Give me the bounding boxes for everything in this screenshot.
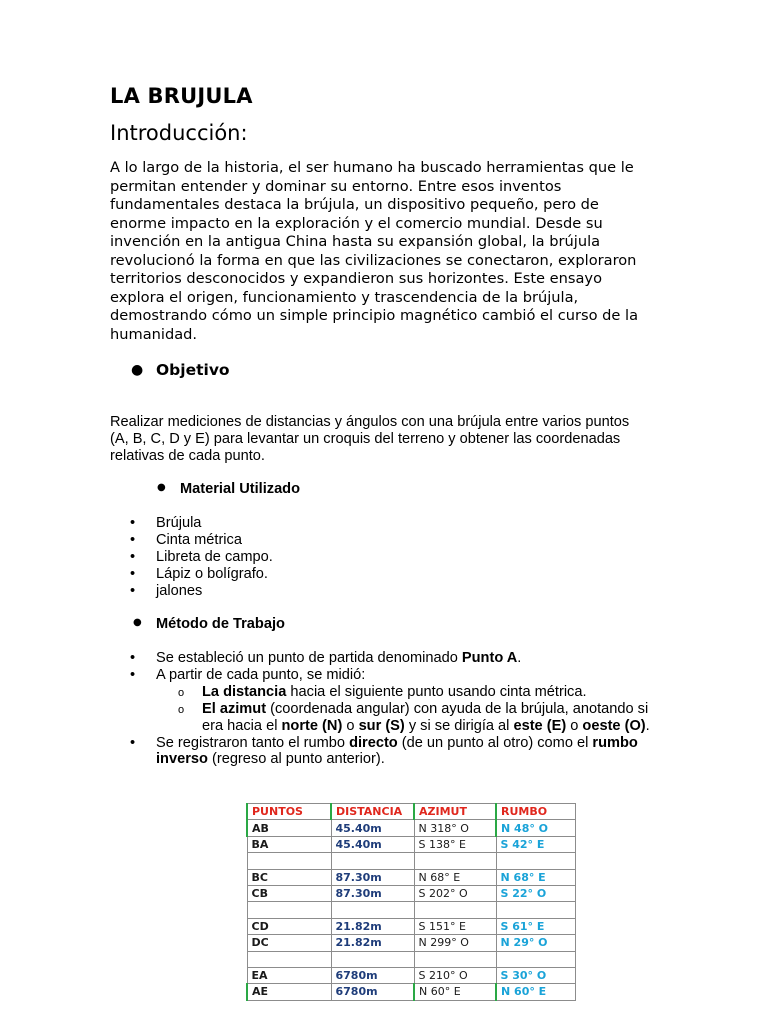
document-title: LA BRUJULA: [110, 84, 253, 108]
table-cell: [331, 853, 414, 869]
table-cell: N 299° O: [414, 935, 496, 951]
list-item: o El azimut (coordenada angular) con ayuda de la brújula, anotando si era hacia el norte (N) o sur (S) y si se dirigía al este (E) o oeste (O).: [178, 700, 650, 734]
list-item: • jalones: [130, 582, 203, 599]
table-cell: BA: [247, 836, 331, 852]
objective-heading: Objetivo: [156, 361, 230, 379]
method-heading: Método de Trabajo: [156, 616, 285, 632]
measurements-table: [246, 803, 576, 1001]
bullet-icon: ●: [157, 482, 166, 493]
table-cell: S 61° E: [496, 918, 576, 934]
objective-paragraph: Realizar mediciones de distancias y ángulos con una brújula entre varios puntos (A, B, C, D y E) para levantar un croquis del terreno y obtener las coordenadas relativas de cada punto.: [110, 414, 630, 464]
table-row: [247, 853, 576, 869]
table-cell: S 22° O: [496, 885, 576, 901]
list-item: • Lápiz o bolígrafo.: [130, 565, 268, 582]
table-row: [247, 902, 576, 918]
table-cell: S 30° O: [496, 967, 576, 983]
table-cell: S 42° E: [496, 836, 576, 852]
table-cell: CB: [247, 885, 331, 901]
table-header-cell: DISTANCIA: [331, 804, 414, 820]
table-cell: 45.40m: [331, 836, 414, 852]
table-cell: [496, 853, 576, 869]
table-row: [247, 885, 576, 901]
table-cell: [496, 902, 576, 918]
table-cell: [331, 902, 414, 918]
list-item: • Se estableció un punto de partida denominado Punto A.: [130, 650, 522, 666]
table-cell: [247, 902, 331, 918]
table-cell: S 210° O: [414, 967, 496, 983]
table-cell: 87.30m: [331, 885, 414, 901]
method-list: [130, 650, 650, 768]
table-cell: [414, 902, 496, 918]
list-item: • A partir de cada punto, se midió: o La distancia hacia el siguiente punto usando cinta métrica. o El azimut (coordenada angular) con ayuda de la brújula, anotando si era hacia el norte (N) o sur (S) y si se dirigía al este (E) o oeste (O).: [130, 666, 650, 734]
table-cell: N 68° E: [496, 869, 576, 885]
table-cell: DC: [247, 935, 331, 951]
table-cell: [247, 853, 331, 869]
list-item: • Libreta de campo.: [130, 548, 273, 565]
table-row: [247, 820, 576, 836]
table-cell: N 318° O: [414, 820, 496, 836]
table-cell: 21.82m: [331, 918, 414, 934]
list-item: o La distancia hacia el siguiente punto usando cinta métrica.: [178, 683, 587, 700]
table-cell: N 29° O: [496, 935, 576, 951]
list-item: • Brújula: [130, 515, 202, 531]
list-item: • Cinta métrica: [130, 531, 242, 548]
table-cell: S 202° O: [414, 885, 496, 901]
section-title-introduction: Introducción:: [110, 121, 248, 145]
list-item: • Se registraron tanto el rumbo directo (de un punto al otro) como el rumbo inverso (regreso al punto anterior).: [130, 734, 638, 768]
table-header-cell: PUNTOS: [247, 804, 331, 820]
table-row: [247, 984, 576, 1000]
table-header-row: [247, 804, 576, 820]
table-cell: [247, 951, 331, 967]
table-row: [247, 967, 576, 983]
table-cell: BC: [247, 869, 331, 885]
table-cell: S 138° E: [414, 836, 496, 852]
table-row: [247, 918, 576, 934]
table-cell: N 68° E: [414, 869, 496, 885]
table-cell: AE: [247, 984, 331, 1000]
table-row: [247, 836, 576, 852]
table-cell: S 151° E: [414, 918, 496, 934]
table-row: [247, 935, 576, 951]
table-row: [247, 869, 576, 885]
table-cell: 87.30m: [331, 869, 414, 885]
method-sublist: [156, 684, 650, 735]
table-cell: [414, 853, 496, 869]
table-cell: 21.82m: [331, 935, 414, 951]
table-cell: N 48° O: [496, 820, 576, 836]
table-cell: [414, 951, 496, 967]
intro-paragraph: A lo largo de la historia, el ser humano ha buscado herramientas que le permitan entender y dominar su entorno. Entre esos inventos fundamentales destaca la brújula, un dispositivo pequeño, pero de enorme impacto en la exploración y el comercio mundial. Desde su invención en la antigua China hasta su expansión global, la brújula revolucionó la forma en que las civilizaciones se conectaron, exploraron territorios desconocidos y expandieron sus horizontes. Este ensayo explora el origen, funcionamiento y trascendencia de la brújula, demostrando cómo un simple principio magnético cambió el curso de la humanidad.: [110, 159, 639, 343]
table-header-cell: RUMBO: [496, 804, 576, 820]
table-cell: CD: [247, 918, 331, 934]
table-cell: [496, 951, 576, 967]
table-cell: AB: [247, 820, 331, 836]
table-cell: N 60° E: [414, 984, 496, 1000]
table-cell: [331, 951, 414, 967]
table-cell: 6780m: [331, 967, 414, 983]
table-cell: N 60° E: [496, 984, 576, 1000]
table-cell: EA: [247, 967, 331, 983]
materials-heading: Material Utilizado: [180, 481, 301, 497]
table-header-cell: AZIMUT: [414, 804, 496, 820]
table-cell: 6780m: [331, 984, 414, 1000]
table-row: [247, 951, 576, 967]
bullet-icon: ●: [131, 362, 144, 378]
materials-list: [130, 515, 273, 600]
bullet-icon: ●: [133, 617, 142, 628]
table-cell: 45.40m: [331, 820, 414, 836]
